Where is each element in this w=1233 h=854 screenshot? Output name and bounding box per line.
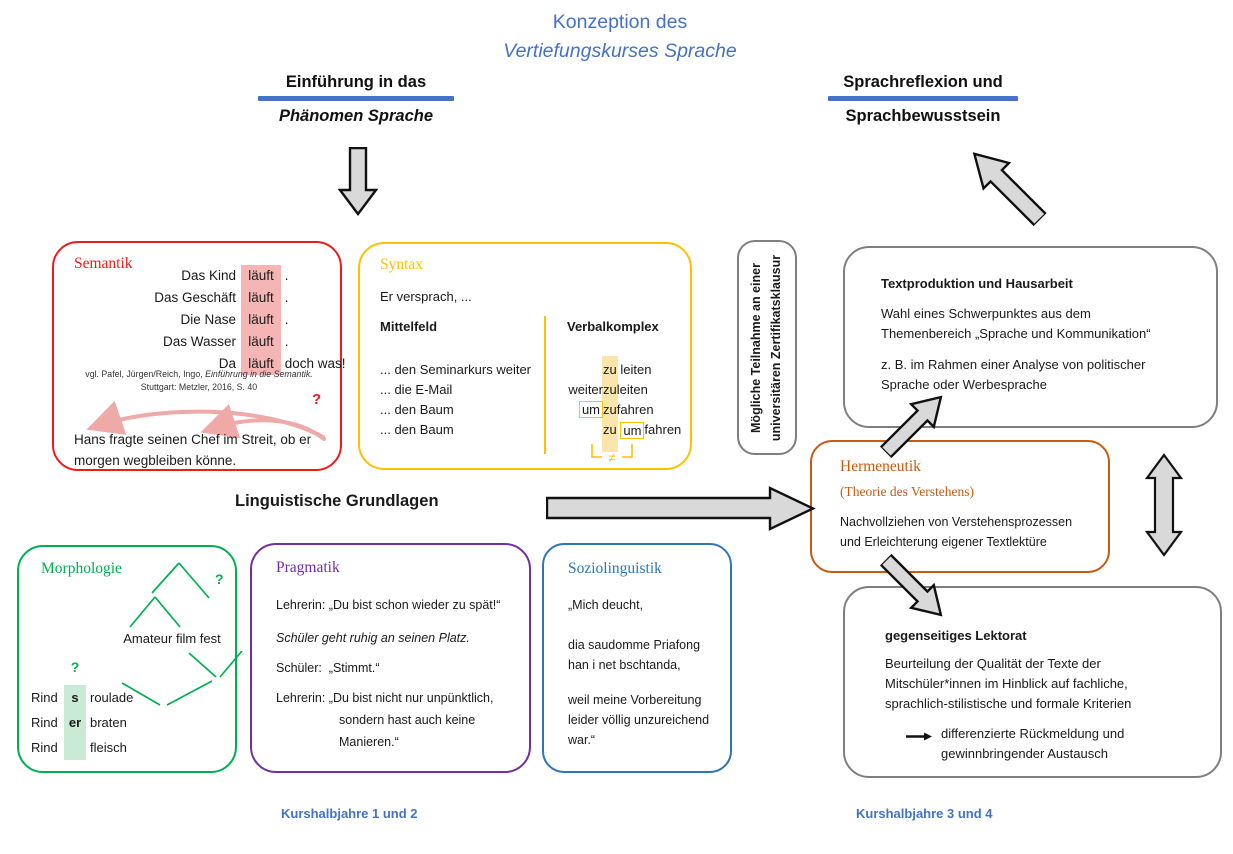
pragmatik-line2: Schüler geht ruhig an seinen Platz. (276, 631, 470, 645)
page-title-line2: Vertiefungskurses Sprache (503, 40, 737, 62)
verbalkomplex-header: Verbalkomplex (567, 319, 659, 334)
result-arrow-icon (905, 731, 933, 742)
down-arrow-icon (338, 147, 378, 216)
lektorat-title: gegenseitiges Lektorat (885, 628, 1027, 643)
inequality-bracket-icon (572, 442, 652, 468)
right-column-heading (828, 73, 1018, 126)
right-heading-line2: Sprachbewusstsein (845, 107, 1001, 125)
soziolinguistik-para2: dia saudomme Priafong han i net bschtanda, (568, 638, 701, 672)
verbalkomplex-item: um zu fahren (545, 400, 681, 420)
syntax-title: Syntax (380, 256, 424, 273)
pragmatik-line3: Schüler: „Stimmt.“ (276, 661, 380, 675)
lektorat-box (843, 586, 1222, 778)
footer-label-left: Kurshalbjahre 1 und 2 (281, 806, 418, 821)
textproduktion-paragraph2: z. B. im Rahmen einer Analyse von politischer Sprache oder Werbesprache (881, 357, 1146, 392)
zu-particle: zu (603, 382, 617, 397)
zu-particle: zu (603, 422, 617, 437)
soziolinguistik-title: Soziolinguistik (568, 560, 662, 577)
pragmatik-line1: Lehrerin: „Du bist schon wieder zu spät!“ (276, 598, 501, 612)
rind-row: Rind s roulade (31, 685, 133, 710)
svg-text:≠: ≠ (608, 450, 616, 465)
hermeneutik-subtitle: (Theorie des Verstehens) (840, 484, 974, 499)
soziolinguistik-line1: „Mich deucht, (568, 598, 644, 612)
double-vertical-arrow-icon (1145, 453, 1183, 557)
left-heading-line1: Einführung in das (285, 73, 427, 91)
semantik-example-row: Da läuft doch was! (106, 353, 346, 375)
semantik-example-row: Die Nase läuft . (106, 309, 346, 331)
textproduktion-box (843, 246, 1218, 428)
highlighted-verb: läuft (241, 265, 281, 287)
pragmatik-title: Pragmatik (276, 559, 340, 576)
zu-particle: zu (603, 402, 617, 417)
infix-highlight (64, 735, 86, 760)
pragmatik-box (250, 543, 531, 773)
infix-highlight: s (64, 685, 86, 710)
infix-question-mark: ? (70, 659, 80, 675)
soziolinguistik-box (542, 543, 732, 773)
mittelfeld-item: ... die E-Mail (380, 382, 453, 397)
hermeneutik-title: Hermeneutik (840, 458, 921, 475)
compound-word: Amateur film fest (123, 631, 221, 646)
right-heading-divider (828, 96, 1018, 101)
semantik-sentence: Hans fragte seinen Chef im Streit, ob er morgen wegbleiben könne. (74, 432, 312, 468)
um-prefix-boxed: um (620, 422, 644, 439)
syntax-box (358, 242, 692, 470)
semantik-example-row: Das Wasser läuft . (106, 331, 346, 353)
zu-particle: zu (603, 362, 617, 377)
textproduktion-title: Textproduktion und Hausarbeit (881, 276, 1073, 291)
syntax-intro: Er versprach, ... (380, 289, 472, 304)
rind-row: Rind fleisch (31, 735, 133, 760)
semantik-citation-line1: vgl. Pafel, Jürgen/Reich, Ingo, Einführung in die Semantik. (85, 369, 313, 379)
tree-question-mark: ? (215, 571, 224, 587)
hermeneutik-body: Nachvollziehen von Verstehensprozessen und Erleichterung eigener Textlektüre (840, 515, 1073, 549)
pragmatik-line4a: Lehrerin: „Du bist nicht nur unpünktlich, (276, 691, 494, 705)
grundlagen-label: Linguistische Grundlagen (235, 492, 439, 510)
um-prefix-boxed: um (579, 401, 603, 418)
semantik-citation-line2: Stuttgart: Metzler, 2016, S. 40 (140, 382, 258, 392)
semantik-example-row: Das Kind läuft . (106, 265, 346, 287)
pragmatik-line4c: Manieren.“ (339, 735, 399, 749)
certificate-note-text: Mögliche Teilnahme an einer universitären Zertifikatsklausur (749, 254, 783, 441)
hermeneutik-box (810, 440, 1110, 573)
lektorat-body: Beurteilung der Qualität der Texte der Mitschüler*innen im Hinblick auf fachliche, sprachlich-stilistische und formale Kriterien (885, 656, 1132, 711)
mittelfeld-item: ... den Baum (380, 422, 454, 437)
mittelfeld-items (380, 360, 531, 440)
certificate-note-box (737, 240, 797, 455)
mittelfeld-item: ... den Seminarkurs weiter (380, 362, 532, 377)
semantik-question-mark: ? (312, 391, 322, 408)
rind-rows (31, 685, 133, 760)
morphologie-box (17, 545, 237, 773)
verbalkomplex-item: zu um fahren (545, 420, 681, 440)
verbalkomplex-item: zu leiten (545, 360, 681, 380)
semantik-title: Semantik (74, 255, 133, 272)
highlighted-verb: läuft (241, 331, 281, 353)
right-arrow-icon (546, 486, 816, 531)
semantik-example-row: Das Geschäft läuft . (106, 287, 346, 309)
highlighted-verb: läuft (241, 353, 281, 375)
grouping-tree-icon (119, 651, 245, 711)
left-heading-divider (258, 96, 454, 101)
verbalkomplex-items (545, 360, 681, 440)
highlighted-verb: läuft (241, 309, 281, 331)
page-title (420, 8, 820, 66)
right-heading-line1: Sprachreflexion und (843, 73, 1003, 91)
rind-row: Rind er braten (31, 710, 133, 735)
highlighted-verb: läuft (241, 287, 281, 309)
up-left-arrow-icon (959, 138, 1054, 233)
morphologie-title: Morphologie (41, 560, 122, 577)
soziolinguistik-para3: weil meine Vorbereitung leider völlig unzureichend war.“ (568, 693, 710, 747)
mittelfeld-header: Mittelfeld (380, 319, 438, 334)
infix-highlight: er (64, 710, 86, 735)
left-column-heading (258, 73, 454, 126)
verbalkomplex-item: weiter zu leiten (545, 380, 681, 400)
syntax-tree-icon (125, 557, 217, 633)
left-heading-line2: Phänomen Sprache (278, 107, 434, 125)
semantik-examples (106, 265, 346, 375)
semantik-box (52, 241, 346, 471)
page-title-line1: Konzeption des (552, 11, 688, 33)
mittelfeld-item: ... den Baum (380, 402, 454, 417)
lektorat-result: differenzierte Rückmeldung und gewinnbringender Austausch (941, 726, 1125, 761)
pragmatik-line4b: sondern hast auch keine (339, 713, 476, 727)
footer-label-right: Kurshalbjahre 3 und 4 (856, 806, 993, 821)
textproduktion-paragraph1: Wahl eines Schwerpunktes aus dem Themenbereich „Sprache und Kommunikation“ (881, 306, 1151, 341)
